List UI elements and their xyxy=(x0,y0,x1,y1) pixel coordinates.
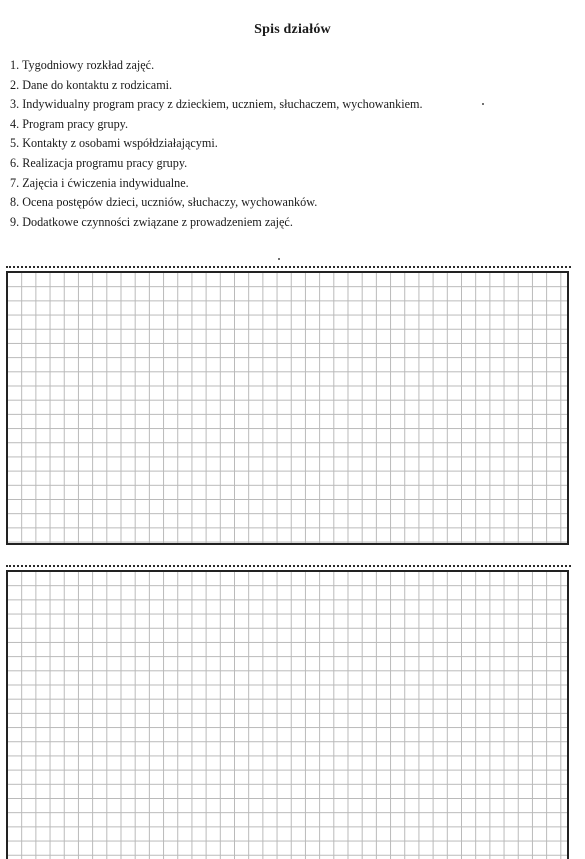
list-item: 7. Zajęcia i ćwiczenia indywidualne. xyxy=(10,175,189,190)
separator-dotted-line xyxy=(6,565,571,567)
scan-speck xyxy=(482,103,484,105)
grid-area-top[interactable] xyxy=(6,271,569,545)
separator-dotted-line xyxy=(6,266,571,268)
grid-area-bottom[interactable] xyxy=(6,570,569,859)
list-item: 9. Dodatkowe czynności związane z prowadzeniem zajęć. xyxy=(10,214,293,229)
list-item: 1. Tygodniowy rozkład zajęć. xyxy=(10,58,155,72)
list-item: 5. Kontakty z osobami współdziałającymi. xyxy=(10,136,218,151)
scan-speck xyxy=(278,258,280,260)
list-item: 2. Dane do kontaktu z rodzicami. xyxy=(10,77,173,92)
list-item: 3. Indywidualny program pracy z dzieckiem, uczniem, słuchaczem, wychowankiem. xyxy=(10,97,423,112)
page-title: Spis działów xyxy=(254,22,331,37)
section-list xyxy=(10,56,423,232)
list-item: 4. Program pracy grupy. xyxy=(10,116,129,131)
list-item: 8. Ocena postępów dzieci, uczniów, słuchaczy, wychowanków. xyxy=(10,195,318,210)
list-item: 6. Realizacja programu pracy grupy. xyxy=(10,155,188,170)
